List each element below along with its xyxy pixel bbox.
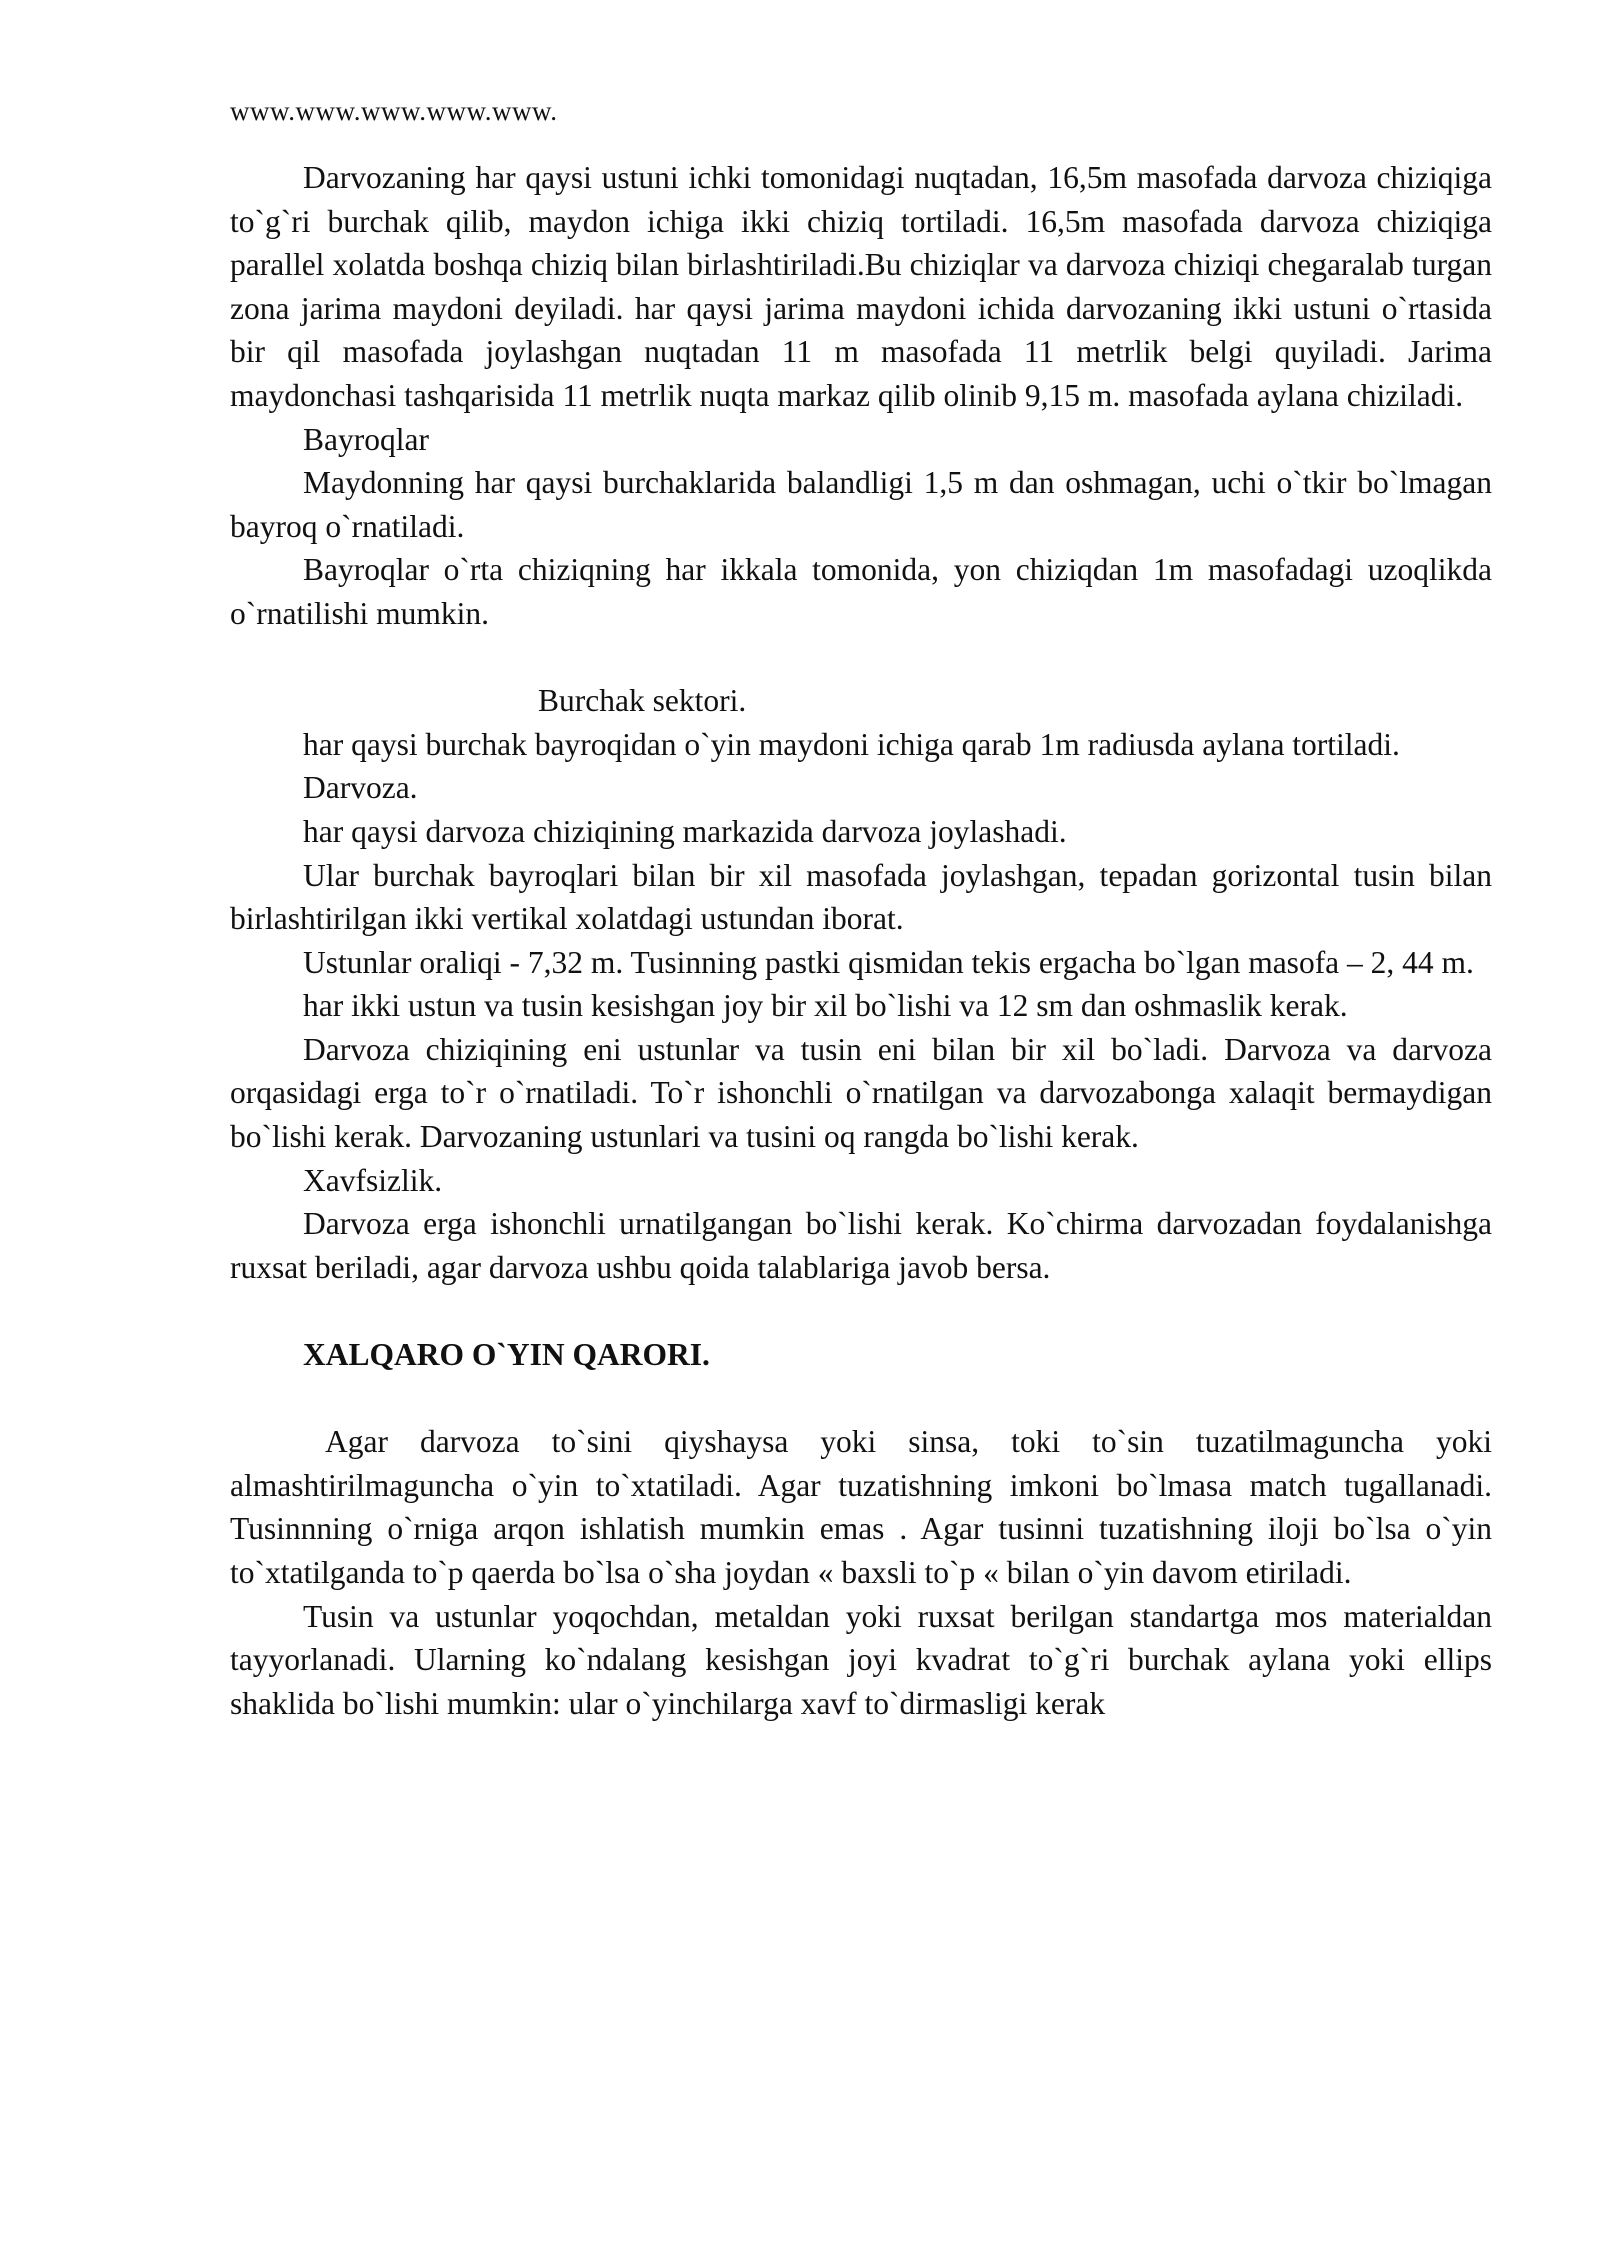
paragraph-goal-materials: Tusin va ustunlar yoqochdan, metaldan yoki ruxsat berilgan standartga mos materialdan tayyorlanadi. Ularning ko`ndalang kesishgan joyi kvadrat to`g`ri burchak aylana yoki ellips shaklida bo`lishi mumkin: ular o`yinchilarga xavf to`dirmasligi kerak xyxy=(230,1598,1492,1721)
heading-flags: Bayroqlar xyxy=(303,421,429,457)
paragraph-goal-structure: Ular burchak bayroqlari bilan bir xil masofada joylashgan, tepadan gorizontal tusin bilan birlashtirilgan ikki vertikal xolatdagi ustundan iborat. xyxy=(230,857,1492,937)
heading-safety: Xavfsizlik. xyxy=(303,1162,443,1198)
heading-international-decision: XALQARO O`YIN QARORI. xyxy=(303,1337,710,1373)
paragraph-penalty-area: Darvozaning har qaysi ustuni ichki tomonidagi nuqtadan, 16,5m masofada darvoza chiziqiga to`g`ri burchak qilib, maydon ichiga ikki chiziq tortiladi. 16,5m masofada darvoza chiziqiga parallel xolatda boshqa chiziq bilan birlashtiriladi.Bu chiziqlar va darvoza chiziqi chegaralab turgan zona jarima maydoni deyiladi. har qaysi jarima maydoni ichida darvozaning ikki ustuni o`rtasida bir qil masofada joylashgan nuqtadan 11 m masofada 11 metrlik belgi quyiladi. Jarima maydonchasi tashqarisida 11 metrlik nuqta markaz qilib olinib 9,15 m. masofada aylana chiziladi. xyxy=(230,160,1492,413)
paragraph-crossbar-broken: Agar darvoza to`sini qiyshaysa yoki sinsa, toki to`sin tuzatilmaguncha yoki almashtirilmaguncha o`yin to`xtatiladi. Agar tuzatishning imkoni bo`lmasa match tugallanadi. Tusinnning o`rniga arqon ishlatish mumkin emas . Agar tusinni tuzatishning iloji bo`lsa o`yin to`xtatilganda to`p qaerda bo`lsa o`sha joydan « baxsli to`p « bilan o`yin davom etiriladi. xyxy=(230,1424,1492,1590)
paragraph-goal-dimensions: Ustunlar oraliqi - 7,32 m. Tusinning pastki qismidan tekis ergacha bo`lgan masofa – 2, 44 m. xyxy=(303,944,1474,980)
blank-line xyxy=(230,1289,1492,1333)
paragraph-halfway-flags: Bayroqlar o`rta chiziqning har ikkala tomonida, yon chiziqdan 1m masofadagi uzoqlikda o`rnatilishi mumkin. xyxy=(230,552,1492,631)
paragraph-corner-flags: Maydonning har qaysi burchaklarida balandligi 1,5 m dan oshmagan, uchi o`tkir bo`lmagan bayroq o`rnatiladi. xyxy=(230,465,1492,544)
heading-goal: Darvoza. xyxy=(303,770,418,806)
paragraph-corner-arc: har qaysi burchak bayroqidan o`yin maydoni ichiga qarab 1m radiusda aylana tortiladi. xyxy=(303,726,1400,762)
blank-line xyxy=(230,636,1492,680)
document-body xyxy=(230,156,1492,1725)
paragraph-safety: Darvoza erga ishonchli urnatilgangan bo`lishi kerak. Ko`chirma darvozadan foydalanishga ruxsat beriladi, agar darvoza ushbu qoida talablariga javob bersa. xyxy=(230,1206,1492,1285)
paragraph-goal-nets: Darvoza chiziqining eni ustunlar va tusin eni bilan bir xil bo`ladi. Darvoza va darvoza orqasidagi erga to`r o`rnatiladi. To`r ishonchli o`rnatilgan va darvozabonga xalaqit bermaydigan bo`lishi kerak. Darvozaning ustunlari va tusini oq rangda bo`lishi kerak. xyxy=(230,1031,1492,1155)
blank-line xyxy=(230,1377,1492,1421)
heading-corner-arc: Burchak sektori. xyxy=(538,683,747,719)
paragraph-goal-position: har qaysi darvoza chiziqining markazida darvoza joylashadi. xyxy=(303,813,1067,849)
paragraph-posts-width: har ikki ustun va tusin kesishgan joy bir xil bo`lishi va 12 sm dan oshmaslik kerak. xyxy=(303,988,1348,1024)
header-url: www.www.www.www.www. xyxy=(230,96,558,126)
